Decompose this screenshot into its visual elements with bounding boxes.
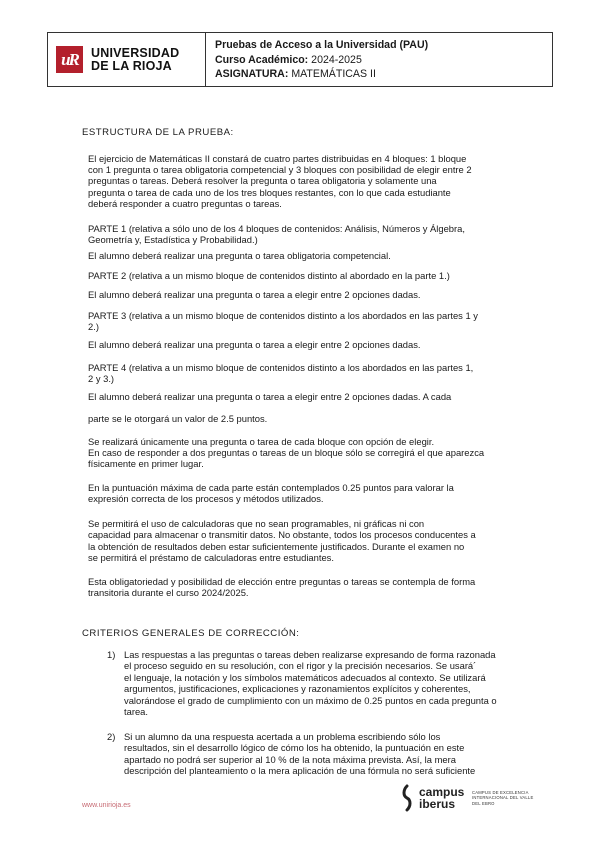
text-line: En caso de responder a dos preguntas o tareas de un bloque sólo se corregirá el que aparezca	[88, 447, 485, 458]
exam-title: Pruebas de Acceso a la Universidad (PAU)	[215, 39, 429, 51]
text-line: se permitirá el préstamo de calculadoras entre estudiantes.	[88, 552, 334, 563]
text-line: En la puntuación máxima de cada parte están contemplados 0.25 puntos para valorar la	[88, 482, 454, 493]
text-line: preguntas o tareas. Deberá resolver la pregunta o tarea obligatoria y solamente una	[88, 175, 437, 186]
exam-info	[206, 33, 428, 86]
part3-heading: PARTE 3 (relativa a un mismo bloque de contenidos distinto a los abordados en las partes 1 y	[88, 310, 478, 321]
text-line: con 1 pregunta o tarea obligatoria competencial y 3 bloques con posibilidad de elegir entre 2	[88, 164, 472, 175]
text-line: deberá responder a cuatro preguntas o tareas.	[88, 198, 282, 209]
text-line: Se permitirá el uso de calculadoras que no sean programables, ni gráficas ni con	[88, 518, 425, 529]
part4-heading: PARTE 4 (relativa a un mismo bloque de contenidos distinto a los abordados en las partes 1,	[88, 362, 474, 373]
text-line: argumentos, justificaciones, explicaciones y razonamientos explícitos y coherentes,	[124, 683, 471, 694]
text-line: expresión correcta de los procesos y métodos utilizados.	[88, 493, 324, 504]
subject	[215, 67, 428, 82]
part3-description: El alumno deberá realizar una pregunta o tarea a elegir entre 2 opciones dadas.	[88, 339, 421, 350]
part2-description: El alumno deberá realizar una pregunta o tarea a elegir entre 2 opciones dadas.	[88, 289, 421, 300]
part1-heading: PARTE 1 (relativa a sólo uno de los 4 bloques de contenidos: Análisis, Números y Álgebra,	[88, 223, 465, 234]
text-line: físicamente en primer lugar.	[88, 458, 204, 469]
campus-iberus-subtitle: CAMPUS DE EXCELENCIA INTERNACIONAL DEL VALLE DEL EBRO	[472, 790, 534, 806]
part4-description: El alumno deberá realizar una pregunta o tarea a elegir entre 2 opciones dadas. A cada	[88, 391, 452, 402]
text-line: la obtención de resultados deben estar suficientemente justificados. Durante el examen no	[88, 541, 465, 552]
academic-year-label: Curso Académico:	[215, 53, 309, 66]
university-name	[91, 47, 179, 73]
text-line: valorándose el grado de cumplimiento con un máximo de 0.25 puntos en cada pregunta o	[124, 695, 497, 706]
part3-heading-cont: 2.)	[88, 321, 99, 332]
part4-heading-cont: 2 y 3.)	[88, 373, 115, 384]
criteria-heading: CRITERIOS GENERALES DE CORRECCIÓN:	[82, 628, 300, 639]
campus-iberus-logo	[400, 784, 464, 812]
part2-heading: PARTE 2 (relativa a un mismo bloque de contenidos distinto al abordado en la parte 1.)	[88, 270, 450, 281]
academic-year	[215, 53, 428, 68]
text-line: resultados, sin el desarrollo lógico de cómo los ha obtenido, la puntuación en este	[124, 742, 465, 753]
campus-iberus-icon	[400, 784, 414, 812]
university-name-line1: UNIVERSIDAD	[91, 45, 180, 60]
university-logo-mark: uR	[56, 46, 83, 73]
text-line: el lenguaje, la notación y los símbolos matemáticos adecuados al contexto. Se utilizará	[124, 672, 486, 683]
text-line: apartado no podrá ser superior al 10 % de la nota máxima prevista. Así, la mera	[124, 754, 456, 765]
text-line: Las respuestas a las preguntas o tareas deben realizarse expresando de forma razonada	[124, 649, 496, 660]
subject-label: ASIGNATURA:	[215, 68, 289, 80]
text-line: transitoria durante el curso 2024/2025.	[88, 587, 249, 598]
structure-heading: ESTRUCTURA DE LA PRUEBA:	[82, 127, 234, 138]
text-line: capacidad para almacenar o transmitir datos. No obstante, todos los procesos conducentes a	[88, 529, 476, 540]
footer-url: www.unirioja.es	[82, 802, 131, 809]
part1-heading-cont: Geometría y, Estadística y Probabilidad.)	[88, 234, 258, 245]
criterion-number: 1)	[107, 649, 116, 660]
university-name-line2: DE LA RIOJA	[91, 58, 172, 73]
text-line: pregunta o tarea de cada uno de los tres bloques restantes, con lo que cada estudiante	[88, 187, 451, 198]
criterion-number: 2)	[107, 731, 116, 742]
document-header	[47, 32, 553, 87]
text-line: tarea.	[124, 706, 148, 717]
university-logo	[48, 33, 206, 86]
text-line: Se realizará únicamente una pregunta o tarea de cada bloque con opción de elegir.	[88, 436, 435, 447]
part1-description: El alumno deberá realizar una pregunta o tarea obligatoria competencial.	[88, 250, 391, 261]
academic-year-value: 2024-2025	[311, 53, 362, 66]
text-line: descripción del planteamiento o la mera aplicación de una fórmula no será suficiente	[124, 765, 476, 776]
campus-iberus-name	[419, 786, 464, 810]
text-line: El ejercicio de Matemáticas II constará de cuatro partes distribuidas en 4 bloques: 1 bloque	[88, 153, 467, 164]
part4-description-cont: parte se le otorgará un valor de 2.5 puntos.	[88, 413, 268, 424]
text-line: el proceso seguido en su resolución, con el rigor y la precisión necesarios. Se usará´	[124, 660, 477, 671]
text-line: Si un alumno da una respuesta acertada a un problema escribiendo sólo los	[124, 731, 441, 742]
campus-name-line1: campus	[419, 785, 465, 799]
text-line: Esta obligatoriedad y posibilidad de elección entre preguntas o tareas se contempla de forma	[88, 576, 476, 587]
campus-name-line2: iberus	[419, 797, 456, 811]
subject-value: MATEMÁTICAS II	[291, 68, 376, 80]
